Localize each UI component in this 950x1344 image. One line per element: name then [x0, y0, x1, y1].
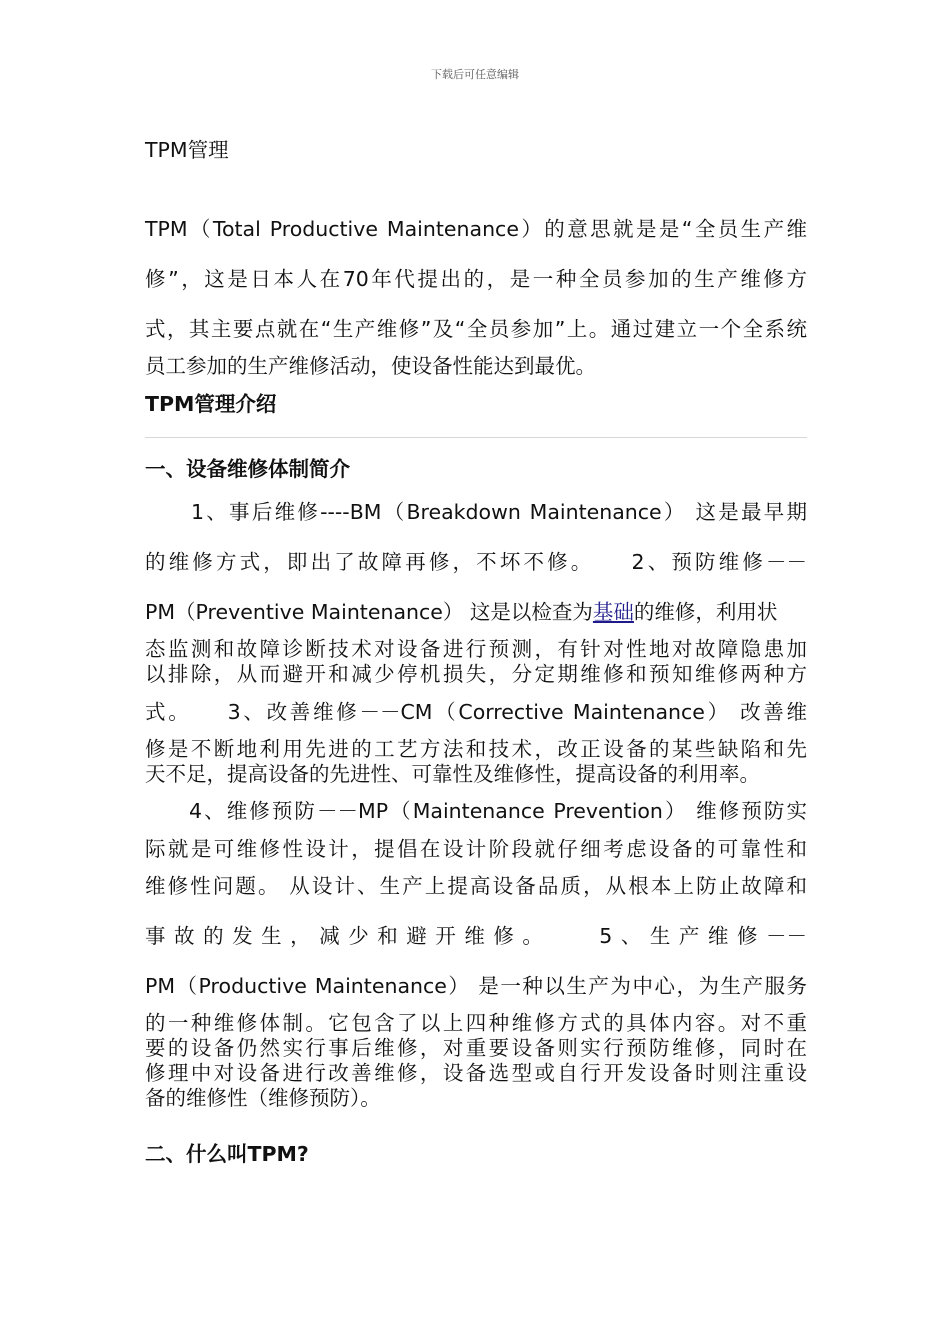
intro-line-2: 修”，这是日本人在70年代提出的，是一种全员参加的生产维修方 [145, 267, 807, 291]
body-line-16: 修理中对设备进行改善维修，设备选型或自行开发设备时则注重设 [145, 1061, 807, 1085]
body-line-9: 4、维修预防－－MP（Maintenance Prevention） 维修预防实 [189, 799, 807, 823]
body-line-10: 际就是可维修性设计，提倡在设计阶段就仔细考虑设备的可靠性和 [145, 837, 807, 861]
body-line-14: 的一种维修体制。它包含了以上四种维修方式的具体内容。对不重 [145, 1011, 807, 1035]
body-line-3 [145, 600, 807, 624]
document-title: TPM管理 [145, 138, 229, 162]
body-line-7: 修是不断地利用先进的工艺方法和技术，改正设备的某些缺陷和先 [145, 737, 807, 761]
intro-line-3: 式，其主要点就在“生产维修”及“全员参加”上。通过建立一个全系统 [145, 317, 807, 341]
body-line-2: 的维修方式，即出了故障再修，不坏不修。 2、预防维修－－ [145, 550, 807, 574]
body-line-15: 要的设备仍然实行事后维修，对重要设备则实行预防维修，同时在 [145, 1036, 807, 1060]
body-line-1: 1、事后维修----BM（Breakdown Maintenance） 这是最早期 [191, 500, 807, 524]
heading-what-is-tpm: 二、什么叫TPM? [145, 1142, 309, 1166]
body-line-8: 天不足，提高设备的先进性、可靠性及维修性，提高设备的利用率。 [145, 762, 760, 786]
body-line-4: 态监测和故障诊断技术对设备进行预测，有针对性地对故障隐患加 [145, 637, 807, 661]
body-line-12: 事故的发生，减少和避开维修。 5、生产维修－－ [145, 924, 807, 948]
body-line-11: 维修性问题。 从设计、生产上提高设备品质，从根本上防止故障和 [145, 874, 807, 898]
intro-line-4: 员工参加的生产维修活动，使设备性能达到最优。 [145, 354, 596, 378]
body-line-5: 以排除，从而避开和减少停机损失，分定期维修和预知维修两种方 [145, 662, 807, 686]
body-line-3-start: PM（Preventive Maintenance） 这是以检查为 [145, 600, 593, 624]
body-line-3-end: 的维修，利用状 [633, 600, 778, 624]
heading-maintenance-systems: 一、设备维修体制简介 [145, 457, 350, 481]
page-header-note: 下载后可任意编辑 [431, 68, 519, 81]
body-line-17: 备的维修性（维修预防）。 [145, 1086, 381, 1110]
link-jichu[interactable]: 基础 [592, 600, 634, 624]
intro-line-1: TPM（Total Productive Maintenance）的意思就是是“全员生产维 [145, 217, 807, 241]
section-divider [145, 437, 807, 438]
body-line-6: 式。 3、改善维修－－CM（Corrective Maintenance） 改善维 [145, 700, 807, 724]
section-intro-heading: TPM管理介绍 [145, 392, 277, 416]
body-line-13: PM（Productive Maintenance） 是一种以生产为中心，为生产服务 [145, 974, 807, 998]
